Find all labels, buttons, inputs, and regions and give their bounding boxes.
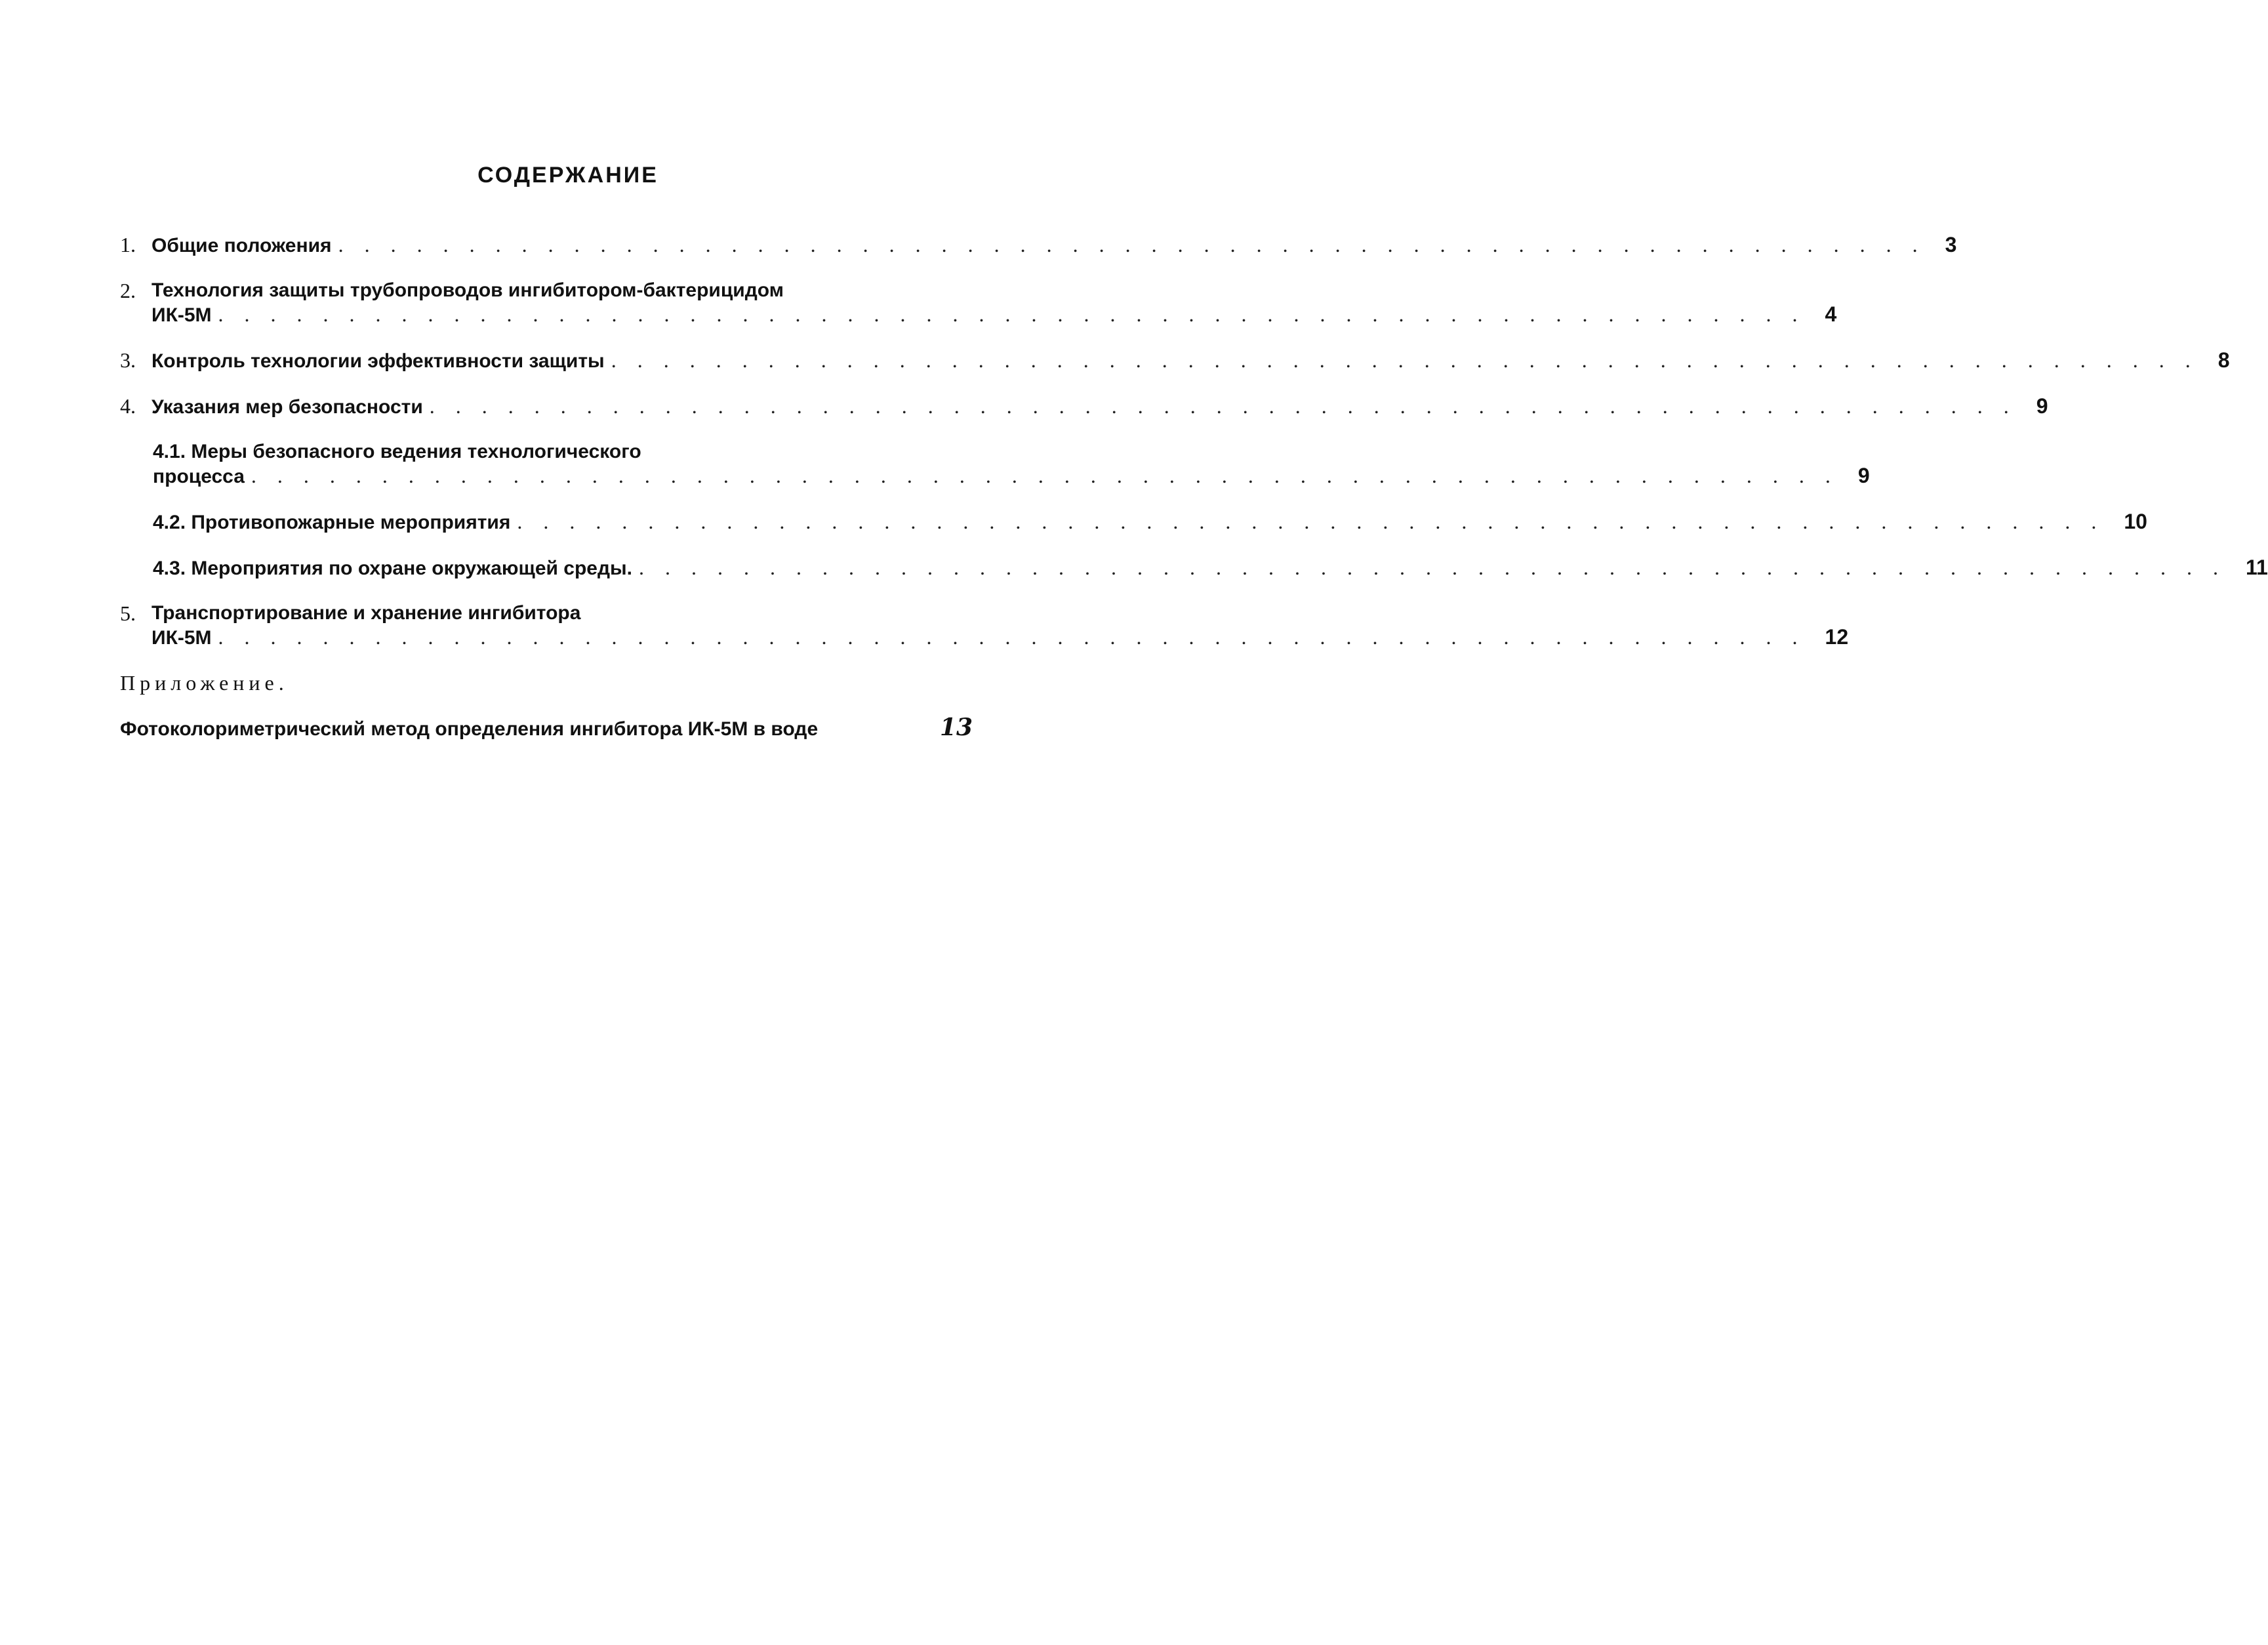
dot-leader: . . . . . . . . . . . . . . . . . . . . . . . . . . . . . . . . . . . . . . . . . . . . . . . . . . . . . . . . . . . . . [611, 348, 2198, 372]
toc-entry-2[interactable] [120, 279, 1837, 327]
toc-page-number: 11 [2246, 556, 2268, 579]
toc-entry-3[interactable] [120, 348, 2230, 373]
toc-entry-title-cont: ИК-5М [152, 627, 212, 649]
table-of-contents [120, 233, 2268, 741]
dot-leader: . . . . . . . . . . . . . . . . . . . . . . . . . . . . . . . . . . . . . . . . . . . . . . . . . . . . . . . . . . . . . [338, 233, 1926, 256]
toc-page-number: 4 [1825, 302, 1837, 326]
toc-entry-title-cont: ИК-5М [152, 304, 212, 326]
toc-page-number: 10 [2124, 510, 2147, 533]
toc-entry-title: Контроль технологии эффективности защиты [152, 350, 605, 372]
toc-entry-number: 4. [120, 394, 136, 418]
dot-leader: . . . . . . . . . . . . . . . . . . . . . . . . . . . . . . . . . . . . . . . . . . . . . . . . . . . . . . . . . . . . . [218, 302, 1806, 326]
toc-entry-title: Фотоколориметрический метод определения ингибитора ИК-5М в воде [120, 718, 819, 740]
toc-entry-title-cont: процесса [153, 466, 245, 487]
dot-leader: . . . . . . . . . . . . . . . . . . . . . . . . . . . . . . . . . . . . . . . . . . . . . . . . . . . . . . . . . . . . . [251, 464, 1838, 487]
toc-entry-title: 4.2. Противопожарные мероприятия [153, 512, 511, 533]
toc-entry-title: Транспортирование и хранение ингибитора [152, 602, 581, 624]
toc-entry-number: 1. [120, 233, 136, 256]
toc-entry-1[interactable] [120, 233, 1957, 258]
toc-entry-4[interactable] [120, 394, 2048, 419]
toc-entry-title: 4.3. Мероприятия по охране окружающей среды. [153, 558, 632, 579]
toc-subentry-4-3[interactable] [120, 556, 2268, 580]
toc-subentry-4-2[interactable] [120, 510, 2147, 535]
toc-entry-number: 3. [120, 348, 136, 372]
dot-leader: . . . . . . . . . . . . . . . . . . . . . . . . . . . . . . . . . . . . . . . . . . . . . . . . . . . . . . . . . . . . . [218, 625, 1806, 649]
dot-leader: . . . . . . . . . . . . . . . . . . . . . . . . . . . . . . . . . . . . . . . . . . . . . . . . . . . . . . . . . . . . . [429, 394, 2017, 418]
toc-page-number: 3 [1945, 233, 1957, 256]
page-title: СОДЕРЖАНИЕ [477, 163, 658, 188]
toc-entry-number: 2. [120, 279, 136, 302]
toc-entry-title: Указания мер безопасности [152, 396, 423, 418]
toc-entry-title: 4.1. Меры безопасного ведения технологического [153, 441, 641, 462]
toc-entry-number: 5. [120, 601, 136, 625]
toc-entry-5[interactable] [120, 601, 1849, 650]
toc-appendix-entry[interactable] [120, 714, 973, 741]
toc-page-number: 9 [1857, 464, 1870, 487]
appendix-label: Приложение. [120, 671, 289, 695]
toc-subentry-4-1[interactable] [120, 440, 1870, 489]
dot-leader: . . . . . . . . . . . . . . . . . . . . . . . . . . . . . . . . . . . . . . . . . . . . . . . . . . . . . . . . . . . . . [639, 556, 2226, 579]
toc-page-number: 8 [2217, 348, 2230, 372]
toc-entry-title: Технология защиты трубопроводов ингибитором-бактерицидом [152, 279, 784, 301]
toc-page-number: 12 [1825, 625, 1849, 649]
toc-page-number: 13 [940, 714, 973, 741]
toc-page-number: 9 [2036, 394, 2048, 418]
toc-entry-title: Общие положения [152, 235, 332, 256]
dot-leader: . . . . . . . . . . . . . . . . . . . . . . . . . . . . . . . . . . . . . . . . . . . . . . . . . . . . . . . . . . . . . [517, 510, 2105, 533]
